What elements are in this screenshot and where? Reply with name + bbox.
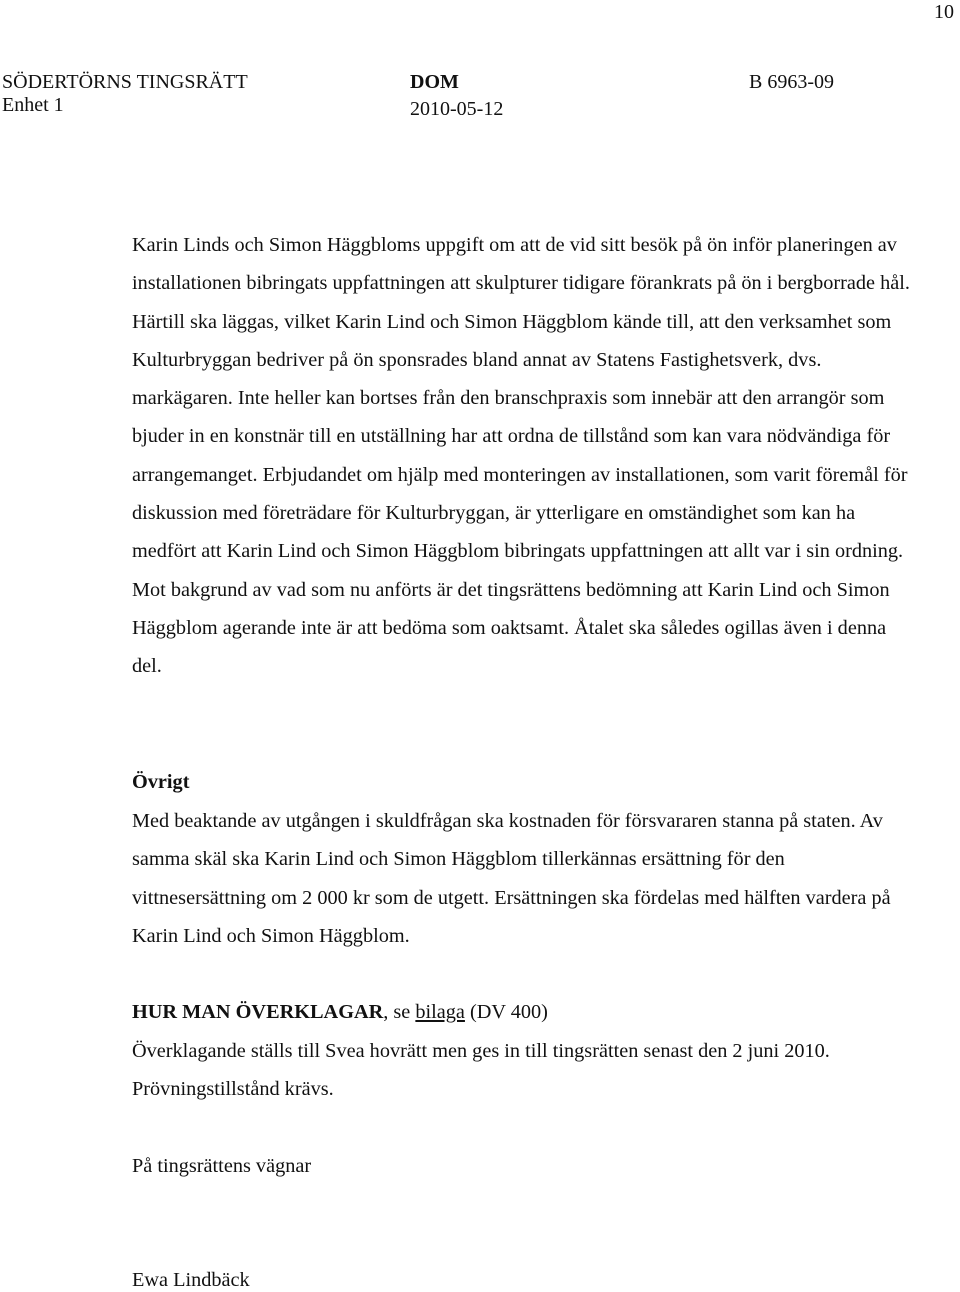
appeal-comma-text: , se xyxy=(383,1001,416,1023)
appeal-heading: HUR MAN ÖVERKLAGAR xyxy=(132,1001,384,1023)
section-heading-ovrigt: Övrigt xyxy=(132,771,190,793)
closing-phrase: På tingsrättens vägnar xyxy=(132,1155,312,1177)
paragraph-appeal: Överklagande ställs till Svea hovrätt men ges in till tingsrätten senast den 2 juni 2010. Prövningstillstånd krävs. xyxy=(132,1040,830,1101)
court-name: SÖDERTÖRNS TINGSRÄTT xyxy=(2,71,248,93)
signer-name: Ewa Lindbäck xyxy=(132,1269,250,1291)
document-date: 2010-05-12 xyxy=(410,98,504,120)
paragraph-assessment: Karin Linds och Simon Häggbloms uppgift om att de vid sitt besök på ön inför planeringen av installationen bibringats uppfattningen att skulpturer tidigare förankrats på ön i bergborrade hål. Härtill ska läggas, vilket Karin Lind och Simon Häggblom kände till, att den verksamhet som Kulturbryggan bedriver på ön sponsrades bland annat av Statens Fastighetsverk, dvs. markägaren. Inte heller kan bortses från den branschpraxis som innebär att den arrangör som bjuder in en konstnär till en utställning har att ordna de tillstånd som kan vara nödvändiga för arrangemanget. Erbjudandet om hjälp med monteringen av installationen, som varit föremål för diskussion med företrädare för Kulturbryggan, är ytterligare en omständighet som kan ha medfört att Karin Lind och Simon Häggblom bibringats uppfattningen att allt var i sin ordning. Mot bakgrund av vad som nu anförts är det tingsrättens bedömning att Karin Lind och Simon Häggblom agerande inte är att bedöma som oaktsamt. Åtalet ska således ogillas även i denna del. xyxy=(132,234,910,678)
appeal-heading-line xyxy=(132,1000,548,1024)
paragraph-costs: Med beaktande av utgången i skuldfrågan ska kostnaden för försvararen stanna på staten. Av samma skäl ska Karin Lind och Simon Häggblom tillerkännas ersättning för den vittnesersättning om 2 000 kr som de utgett. Ersättningen ska fördelas med hälften vardera på Karin Lind och Simon Häggblom. xyxy=(132,810,891,947)
case-number: B 6963-09 xyxy=(749,71,834,93)
court-unit: Enhet 1 xyxy=(2,94,64,116)
appeal-form-reference: (DV 400) xyxy=(464,1001,548,1023)
page-number: 10 xyxy=(934,1,954,23)
document-type: DOM xyxy=(410,71,459,93)
appendix-link[interactable]: bilaga xyxy=(415,1001,465,1023)
